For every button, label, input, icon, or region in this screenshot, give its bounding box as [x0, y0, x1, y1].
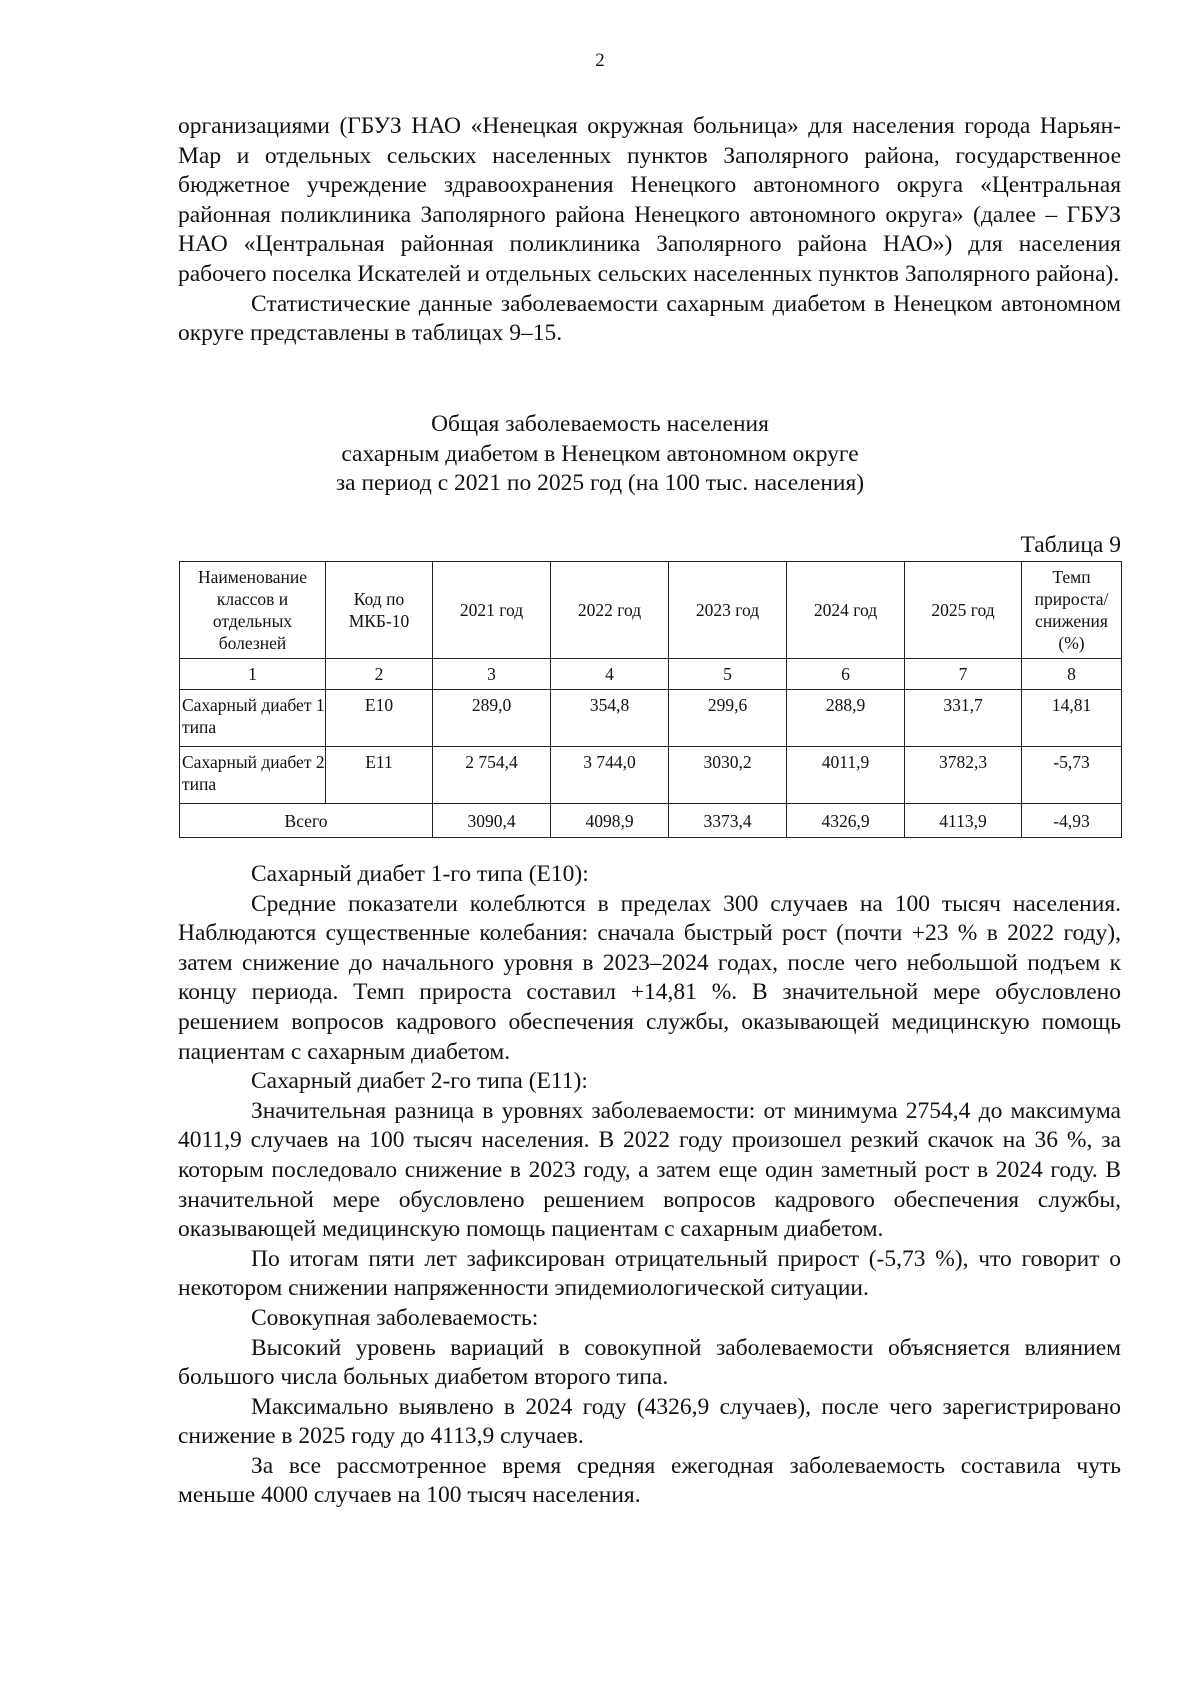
header-2021: 2021 год [433, 562, 551, 659]
table-row-total [180, 804, 1122, 838]
header-disease-name: Наименование классов и отдельных болезней [180, 562, 326, 659]
type2-heading: Сахарный диабет 2-го типа (E11): [251, 1068, 588, 1095]
column-number: 8 [1022, 659, 1122, 690]
type1-heading: Сахарный диабет 1-го типа (E10): [251, 861, 589, 887]
table-cell: 4113,9 [905, 804, 1022, 838]
table-row-type1 [180, 690, 1122, 747]
column-number: 5 [669, 659, 787, 690]
table-row-type2 [180, 747, 1122, 804]
table-cell: 354,8 [551, 690, 669, 747]
header-2025: 2025 год [905, 562, 1022, 659]
table-caption [0, 410, 1200, 499]
table-cell: 4011,9 [787, 747, 905, 804]
incidence-table [179, 561, 1122, 838]
column-number: 6 [787, 659, 905, 690]
column-number: 1 [180, 659, 326, 690]
total-text-maximum: Максимально выявлено в 2024 году (4326,9 случаев), после чего зарегистрировано снижение в 2025 году до 4113,9 случаев. [178, 1393, 1121, 1450]
intro-paragraph: организациями (ГБУЗ НАО «Ненецкая окружная больница» для населения города Нарьян-Мар и отдельных сельских населенных пунктов Заполярного района, государственное бюджетное учреждение здравоохранения Ненецкого автономного округа «Центральная районная поликлиника Заполярного района Ненецкого автономного округа» (далее – ГБУЗ НАО «Центральная районная поликлиника Заполярного района НАО») для населения рабочего поселка Искателей и отдельных сельских населенных пунктов Заполярного района). [178, 113, 1121, 287]
column-number: 3 [433, 659, 551, 690]
total-label: Всего [180, 804, 433, 838]
table-cell: 331,7 [905, 690, 1022, 747]
table-label: Таблица 9 [1020, 532, 1121, 558]
table-cell: 2 754,4 [433, 747, 551, 804]
header-2024: 2024 год [787, 562, 905, 659]
table-cell: Сахарный диабет 1 типа [180, 690, 326, 747]
column-number: 7 [905, 659, 1022, 690]
table-cell: E11 [326, 747, 433, 804]
column-number: 4 [551, 659, 669, 690]
table-cell: 299,6 [669, 690, 787, 747]
table-cell: E10 [326, 690, 433, 747]
header-growth-rate: Темп прироста/ снижения (%) [1022, 562, 1122, 659]
caption-line-2: сахарным диабетом в Ненецком автономном округе [341, 440, 859, 467]
header-2023: 2023 год [669, 562, 787, 659]
table-cell: 3090,4 [433, 804, 551, 838]
table-cell: 4326,9 [787, 804, 905, 838]
intro-tables-reference: Статистические данные заболеваемости сахарным диабетом в Ненецком автономном округе представлены в таблицах 9–15. [178, 290, 1121, 347]
column-number: 2 [326, 659, 433, 690]
table-cell: 4098,9 [551, 804, 669, 838]
table-cell: Сахарный диабет 2 типа [180, 747, 326, 804]
page-number: 2 [595, 50, 605, 71]
table-cell: -4,93 [1022, 804, 1122, 838]
table-header-row [180, 562, 1122, 659]
intro-section [178, 112, 1121, 349]
table-cell: 3030,2 [669, 747, 787, 804]
table-cell: 3373,4 [669, 804, 787, 838]
caption-line-1: Общая заболеваемость населения [431, 411, 769, 437]
type2-text: Значительная разница в уровнях заболеваемости: от минимума 2754,4 до максимума 4011,9 случаев на 100 тысяч населения. В 2022 году произошел резкий скачок на 36 %, за которым последовало снижение в 2023 году, а затем еще один заметный рост в 2024 году. В значительной мере обусловлено решением вопросов кадрового обеспечения службы, оказывающей медицинскую помощь пациентам с сахарным диабетом. [178, 1097, 1121, 1243]
caption-line-3: за период с 2021 по 2025 год (на 100 тыс. населения) [335, 470, 865, 497]
total-heading: Совокупная заболеваемость: [251, 1304, 539, 1331]
total-text-variation: Высокий уровень вариаций в совокупной заболеваемости объясняется влиянием большого числа больных диабетом второго типа. [178, 1334, 1121, 1391]
table-cell: 288,9 [787, 690, 905, 747]
table-cell: 3 744,0 [551, 747, 669, 804]
table-cell: 3782,3 [905, 747, 1022, 804]
table-cell: 289,0 [433, 690, 551, 747]
table-cell: 14,81 [1022, 690, 1122, 747]
analysis-section [178, 860, 1121, 1511]
type1-text: Средние показатели колеблются в пределах 300 случаев на 100 тысяч населения. Наблюдаются существенные колебания: сначала быстрый рост (почти +23 % в 2022 году), затем снижение до начального уровня в 2023–2024 годах, после чего небольшой подъем к концу периода. Темп прироста составил +14,81 %. В значительной мере обусловлено решением вопросов кадрового обеспечения службы, оказывающей медицинскую помощь пациентам с сахарным диабетом. [178, 890, 1121, 1065]
header-icd-code: Код по МКБ-10 [326, 562, 433, 659]
column-number-row [180, 659, 1122, 690]
total-text-average: За все рассмотренное время средняя ежегодная заболеваемость составила чуть меньше 4000 случаев на 100 тысяч населения. [178, 1452, 1121, 1509]
header-2022: 2022 год [551, 562, 669, 659]
type2-result: По итогам пяти лет зафиксирован отрицательный прирост (-5,73 %), что говорит о некотором снижении напряженности эпидемиологической ситуации. [178, 1245, 1121, 1302]
table-cell: -5,73 [1022, 747, 1122, 804]
